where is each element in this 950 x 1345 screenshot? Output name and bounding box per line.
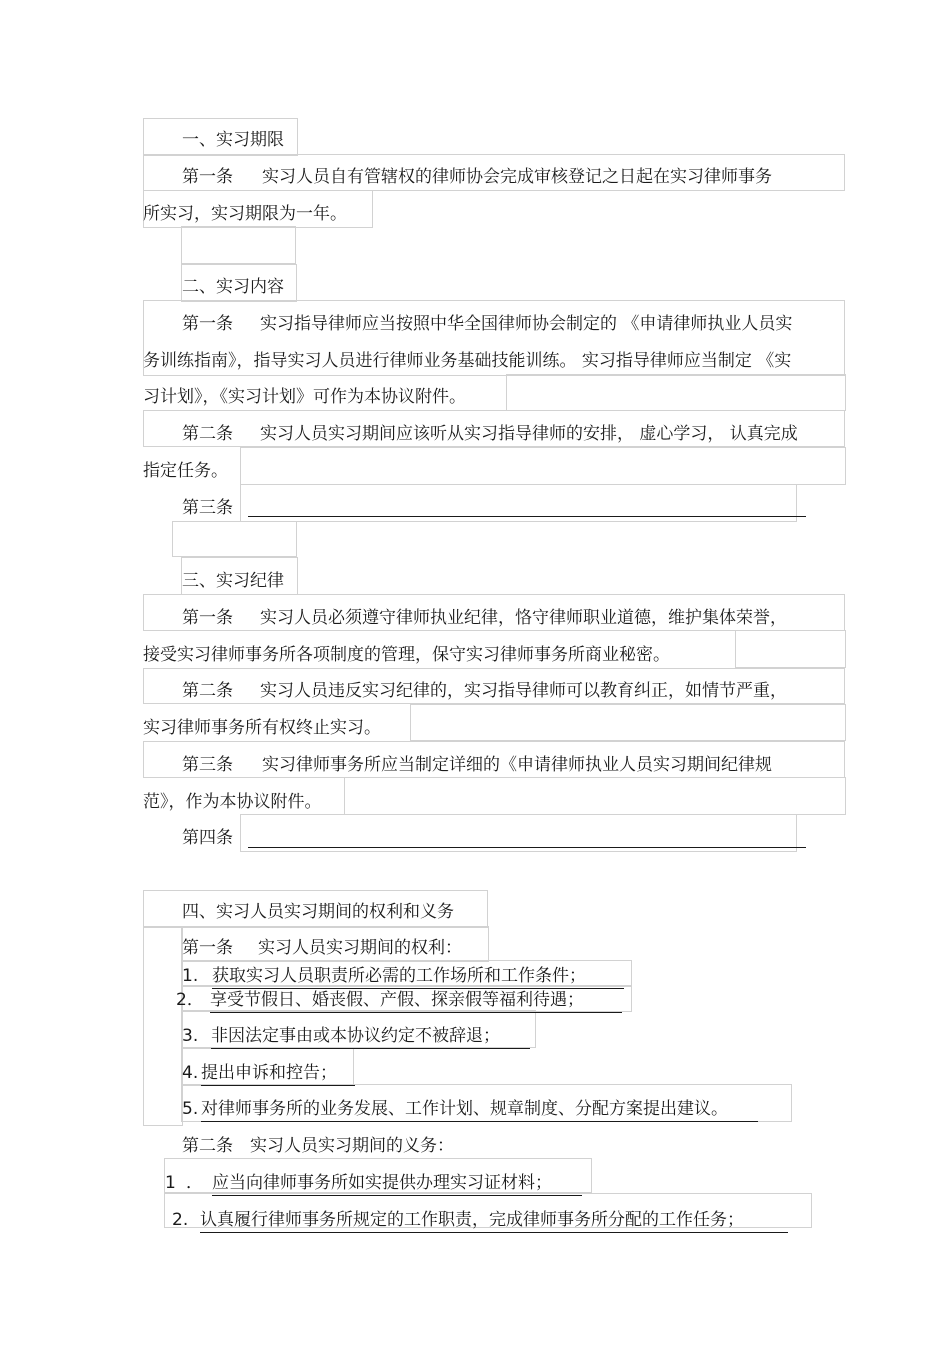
article-text: 实习人员实习期间应该听从实习指导律师的安排， 虚心学习， 认真完成 bbox=[260, 424, 798, 444]
article-label: 第二条 bbox=[182, 424, 233, 444]
article-text: 实习律师事务所应当制定详细的《申请律师执业人员实习期间纪律规 bbox=[262, 755, 772, 775]
article-text: 所实习，实习期限为一年。 bbox=[143, 204, 347, 224]
section-heading-1: 一、实习期限 bbox=[182, 130, 284, 150]
blank-fill-line bbox=[248, 516, 806, 517]
list-item-text: 非因法定事由或本协议约定不被辞退； bbox=[211, 1025, 530, 1049]
article-label: 第一条 bbox=[182, 167, 233, 187]
article-text: 实习人员自有管辖权的律师协会完成审核登记之日起在实习律师事务 bbox=[262, 167, 772, 187]
article-label: 第一条 bbox=[182, 314, 233, 334]
article-text: 接受实习律师事务所各项制度的管理，保守实习律师事务所商业秘密。 bbox=[143, 645, 670, 665]
article-text: 范》，作为本协议附件。 bbox=[143, 792, 322, 812]
list-item-text: 获取实习人员职责所必需的工作场所和工作条件； bbox=[212, 965, 624, 989]
frame bbox=[506, 374, 846, 411]
article-label: 第三条 bbox=[182, 755, 233, 775]
section-heading-4: 四、实习人员实习期间的权利和义务 bbox=[182, 902, 454, 922]
article-text: 实习人员必须遵守律师执业纪律，恪守律师职业道德，维护集体荣誉， bbox=[260, 608, 787, 628]
frame bbox=[410, 704, 846, 741]
frame bbox=[181, 226, 296, 264]
article-text: 实习人员实习期间的义务： bbox=[250, 1136, 454, 1156]
list-item-number: 2. bbox=[172, 1210, 189, 1230]
list-item-text: 应当向律师事务所如实提供办理实习证材料； bbox=[212, 1172, 582, 1196]
article-label: 第二条 bbox=[182, 1136, 233, 1156]
list-item-number: 1 bbox=[165, 1173, 176, 1193]
article-label: 第一条 bbox=[182, 608, 233, 628]
article-label: 第四条 bbox=[182, 828, 233, 848]
list-item-text: 认真履行律师事务所规定的工作职责，完成律师事务所分配的工作任务； bbox=[200, 1209, 788, 1233]
article-label: 第二条 bbox=[182, 681, 233, 701]
list-item-text: 享受节假日、婚丧假、产假、探亲假等福利待遇； bbox=[210, 989, 622, 1013]
list-item-number: 1. bbox=[182, 966, 199, 986]
list-item-number: 3. bbox=[182, 1026, 199, 1046]
article-text: 实习律师事务所有权终止实习。 bbox=[143, 718, 381, 738]
list-item-number: 5. bbox=[182, 1099, 199, 1119]
article-label: 第三条 bbox=[182, 498, 233, 518]
article-label: 第一条 bbox=[182, 938, 233, 958]
section-heading-3: 三、实习纪律 bbox=[182, 571, 284, 591]
frame bbox=[143, 926, 183, 1126]
frame bbox=[344, 777, 846, 815]
article-text: 习计划》，《实习计划》可作为本协议附件。 bbox=[143, 387, 466, 407]
section-heading-2: 二、实习内容 bbox=[182, 277, 284, 297]
article-text: 指定任务。 bbox=[143, 461, 228, 481]
list-item-number: 4. bbox=[182, 1063, 199, 1083]
list-item-text: 提出申诉和控告； bbox=[201, 1062, 355, 1086]
frame bbox=[735, 630, 846, 668]
article-text: 务训练指南》，指导实习人员进行律师业务基础技能训练。 实习指导律师应当制定 《实 bbox=[143, 351, 792, 371]
frame bbox=[172, 521, 297, 557]
article-text: 实习人员违反实习纪律的，实习指导律师可以教育纠正，如情节严重， bbox=[260, 681, 787, 701]
list-item-dot: ． bbox=[186, 1173, 203, 1193]
article-text: 实习指导律师应当按照中华全国律师协会制定的 《申请律师执业人员实 bbox=[260, 314, 793, 334]
frame bbox=[240, 447, 846, 485]
list-item-number: 2． bbox=[176, 990, 204, 1010]
article-text: 实习人员实习期间的权利： bbox=[258, 938, 462, 958]
blank-fill-line bbox=[248, 847, 806, 848]
list-item-text: 对律师事务所的业务发展、工作计划、规章制度、分配方案提出建议。 bbox=[201, 1098, 758, 1122]
